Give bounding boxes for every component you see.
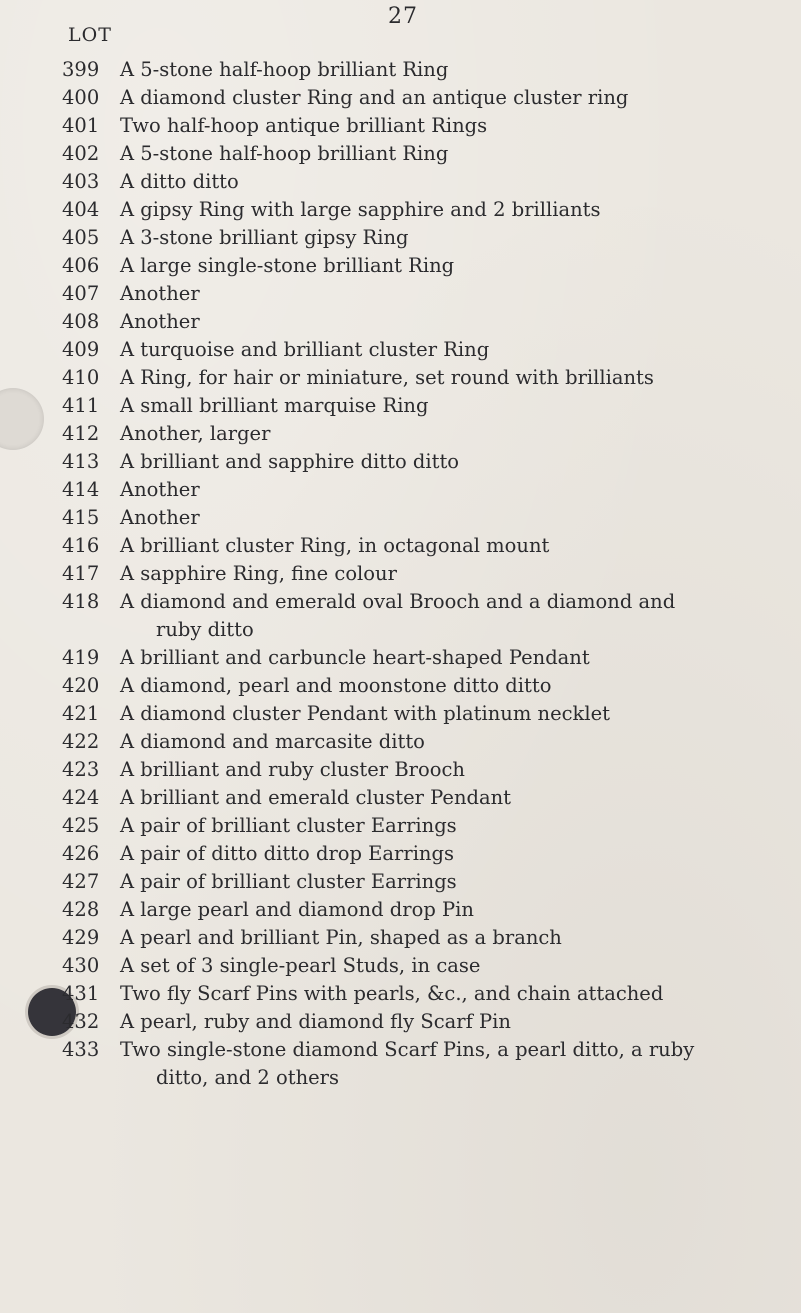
lot-row xyxy=(62,1036,787,1092)
lot-description: A diamond and marcasite ditto xyxy=(120,730,425,753)
lot-row xyxy=(62,280,787,308)
lot-number: 427 xyxy=(62,870,100,893)
lot-description: A large single-stone brilliant Ring xyxy=(120,254,455,277)
lot-number: 400 xyxy=(62,86,100,109)
lot-number: 403 xyxy=(62,170,100,193)
lot-number: 415 xyxy=(62,506,100,529)
lot-description: A Ring, for hair or miniature, set round with brilliants xyxy=(120,366,654,389)
lot-row xyxy=(62,504,787,532)
punch-hole-top xyxy=(0,388,44,450)
lot-description: A diamond, pearl and moonstone ditto ditto xyxy=(120,674,552,697)
lot-row xyxy=(62,644,787,672)
lot-number: 404 xyxy=(62,198,100,221)
lot-row xyxy=(62,56,787,84)
lot-number: 406 xyxy=(62,254,100,277)
lot-number: 426 xyxy=(62,842,100,865)
lot-number: 401 xyxy=(62,114,100,137)
lot-row xyxy=(62,728,787,756)
lot-description: A 5-stone half-hoop brilliant Ring xyxy=(120,58,449,81)
lot-description: Another xyxy=(120,310,200,333)
lot-row xyxy=(62,84,787,112)
lot-row xyxy=(62,308,787,336)
lot-description: A pair of ditto ditto drop Earrings xyxy=(120,842,454,865)
lot-number: 405 xyxy=(62,226,100,249)
lot-description: A pair of brilliant cluster Earrings xyxy=(120,870,457,893)
lot-number: 407 xyxy=(62,282,100,305)
lot-description: A brilliant and carbuncle heart-shaped Pendant xyxy=(120,646,590,669)
lot-description: A ditto ditto xyxy=(120,170,239,193)
lot-column-header: LOT xyxy=(68,24,112,46)
lot-row xyxy=(62,700,787,728)
lot-description: A gipsy Ring with large sapphire and 2 brilliants xyxy=(120,198,601,221)
lot-description: A small brilliant marquise Ring xyxy=(120,394,429,417)
lot-row xyxy=(62,196,787,224)
lot-number: 422 xyxy=(62,730,100,753)
lot-description: A large pearl and diamond drop Pin xyxy=(120,898,474,921)
lot-description: Two half-hoop antique brilliant Rings xyxy=(120,114,488,137)
lot-number: 428 xyxy=(62,898,100,921)
lot-number: 410 xyxy=(62,366,100,389)
lot-row xyxy=(62,532,787,560)
lot-row xyxy=(62,756,787,784)
lot-row xyxy=(62,784,787,812)
lot-row xyxy=(62,672,787,700)
lot-number: 409 xyxy=(62,338,100,361)
lot-number: 402 xyxy=(62,142,100,165)
lot-description: A set of 3 single-pearl Studs, in case xyxy=(120,954,481,977)
lot-number: 412 xyxy=(62,422,100,445)
lot-row xyxy=(62,1008,787,1036)
lot-number: 420 xyxy=(62,674,100,697)
lot-number: 416 xyxy=(62,534,100,557)
lot-row xyxy=(62,896,787,924)
lot-description: Another xyxy=(120,282,200,305)
lot-number: 419 xyxy=(62,646,100,669)
lot-row xyxy=(62,140,787,168)
lot-description: A brilliant and sapphire ditto ditto xyxy=(120,450,460,473)
lot-number: 417 xyxy=(62,562,100,585)
lot-number: 413 xyxy=(62,450,100,473)
lot-number: 399 xyxy=(62,58,100,81)
lot-number: 429 xyxy=(62,926,100,949)
lot-description: A brilliant cluster Ring, in octagonal mount xyxy=(120,534,550,557)
lot-description: A pair of brilliant cluster Earrings xyxy=(120,814,457,837)
lot-description: Another xyxy=(120,506,200,529)
lot-number: 421 xyxy=(62,702,100,725)
lot-row xyxy=(62,448,787,476)
lot-description: Another xyxy=(120,478,200,501)
lot-row xyxy=(62,560,787,588)
lot-row xyxy=(62,980,787,1008)
lot-description: A pearl and brilliant Pin, shaped as a branch xyxy=(120,926,562,949)
lot-description: A 5-stone half-hoop brilliant Ring xyxy=(120,142,449,165)
lot-number: 411 xyxy=(62,394,100,417)
lot-number: 424 xyxy=(62,786,100,809)
lot-list xyxy=(62,56,787,1092)
lot-row xyxy=(62,420,787,448)
lot-description: Another, larger xyxy=(120,422,271,445)
lot-description-line: A diamond and emerald oval Brooch and a diamond and xyxy=(120,590,676,613)
lot-row xyxy=(62,168,787,196)
lot-description: A diamond cluster Pendant with platinum necklet xyxy=(120,702,610,725)
lot-row xyxy=(62,252,787,280)
lot-row xyxy=(62,364,787,392)
lot-number: 431 xyxy=(62,982,100,1005)
lot-description: A sapphire Ring, fine colour xyxy=(120,562,397,585)
lot-number: 430 xyxy=(62,954,100,977)
lot-description: A brilliant and emerald cluster Pendant xyxy=(120,786,512,809)
lot-row xyxy=(62,868,787,896)
lot-number: 414 xyxy=(62,478,100,501)
lot-description: A diamond cluster Ring and an antique cluster ring xyxy=(120,86,629,109)
lot-description xyxy=(120,1036,787,1092)
lot-description: Two fly Scarf Pins with pearls, &c., and chain attached xyxy=(120,982,664,1005)
lot-row xyxy=(62,336,787,364)
page-number: 27 xyxy=(388,4,418,29)
lot-row xyxy=(62,392,787,420)
lot-number: 423 xyxy=(62,758,100,781)
lot-row xyxy=(62,952,787,980)
lot-number: 408 xyxy=(62,310,100,333)
lot-row xyxy=(62,112,787,140)
lot-row xyxy=(62,224,787,252)
lot-description: A pearl, ruby and diamond fly Scarf Pin xyxy=(120,1010,511,1033)
lot-description xyxy=(120,588,787,644)
lot-description-continuation: ruby ditto xyxy=(156,618,254,641)
lot-row xyxy=(62,588,787,644)
lot-row xyxy=(62,812,787,840)
lot-row xyxy=(62,476,787,504)
lot-row xyxy=(62,840,787,868)
lot-description: A 3-stone brilliant gipsy Ring xyxy=(120,226,409,249)
lot-number: 432 xyxy=(62,1010,100,1033)
lot-description: A turquoise and brilliant cluster Ring xyxy=(120,338,490,361)
lot-number: 425 xyxy=(62,814,100,837)
lot-number: 418 xyxy=(62,590,100,613)
lot-description-continuation: ditto, and 2 others xyxy=(156,1066,340,1089)
lot-description: A brilliant and ruby cluster Brooch xyxy=(120,758,465,781)
lot-row xyxy=(62,924,787,952)
lot-description-line: Two single-stone diamond Scarf Pins, a pearl ditto, a ruby xyxy=(120,1038,695,1061)
lot-number: 433 xyxy=(62,1038,100,1061)
